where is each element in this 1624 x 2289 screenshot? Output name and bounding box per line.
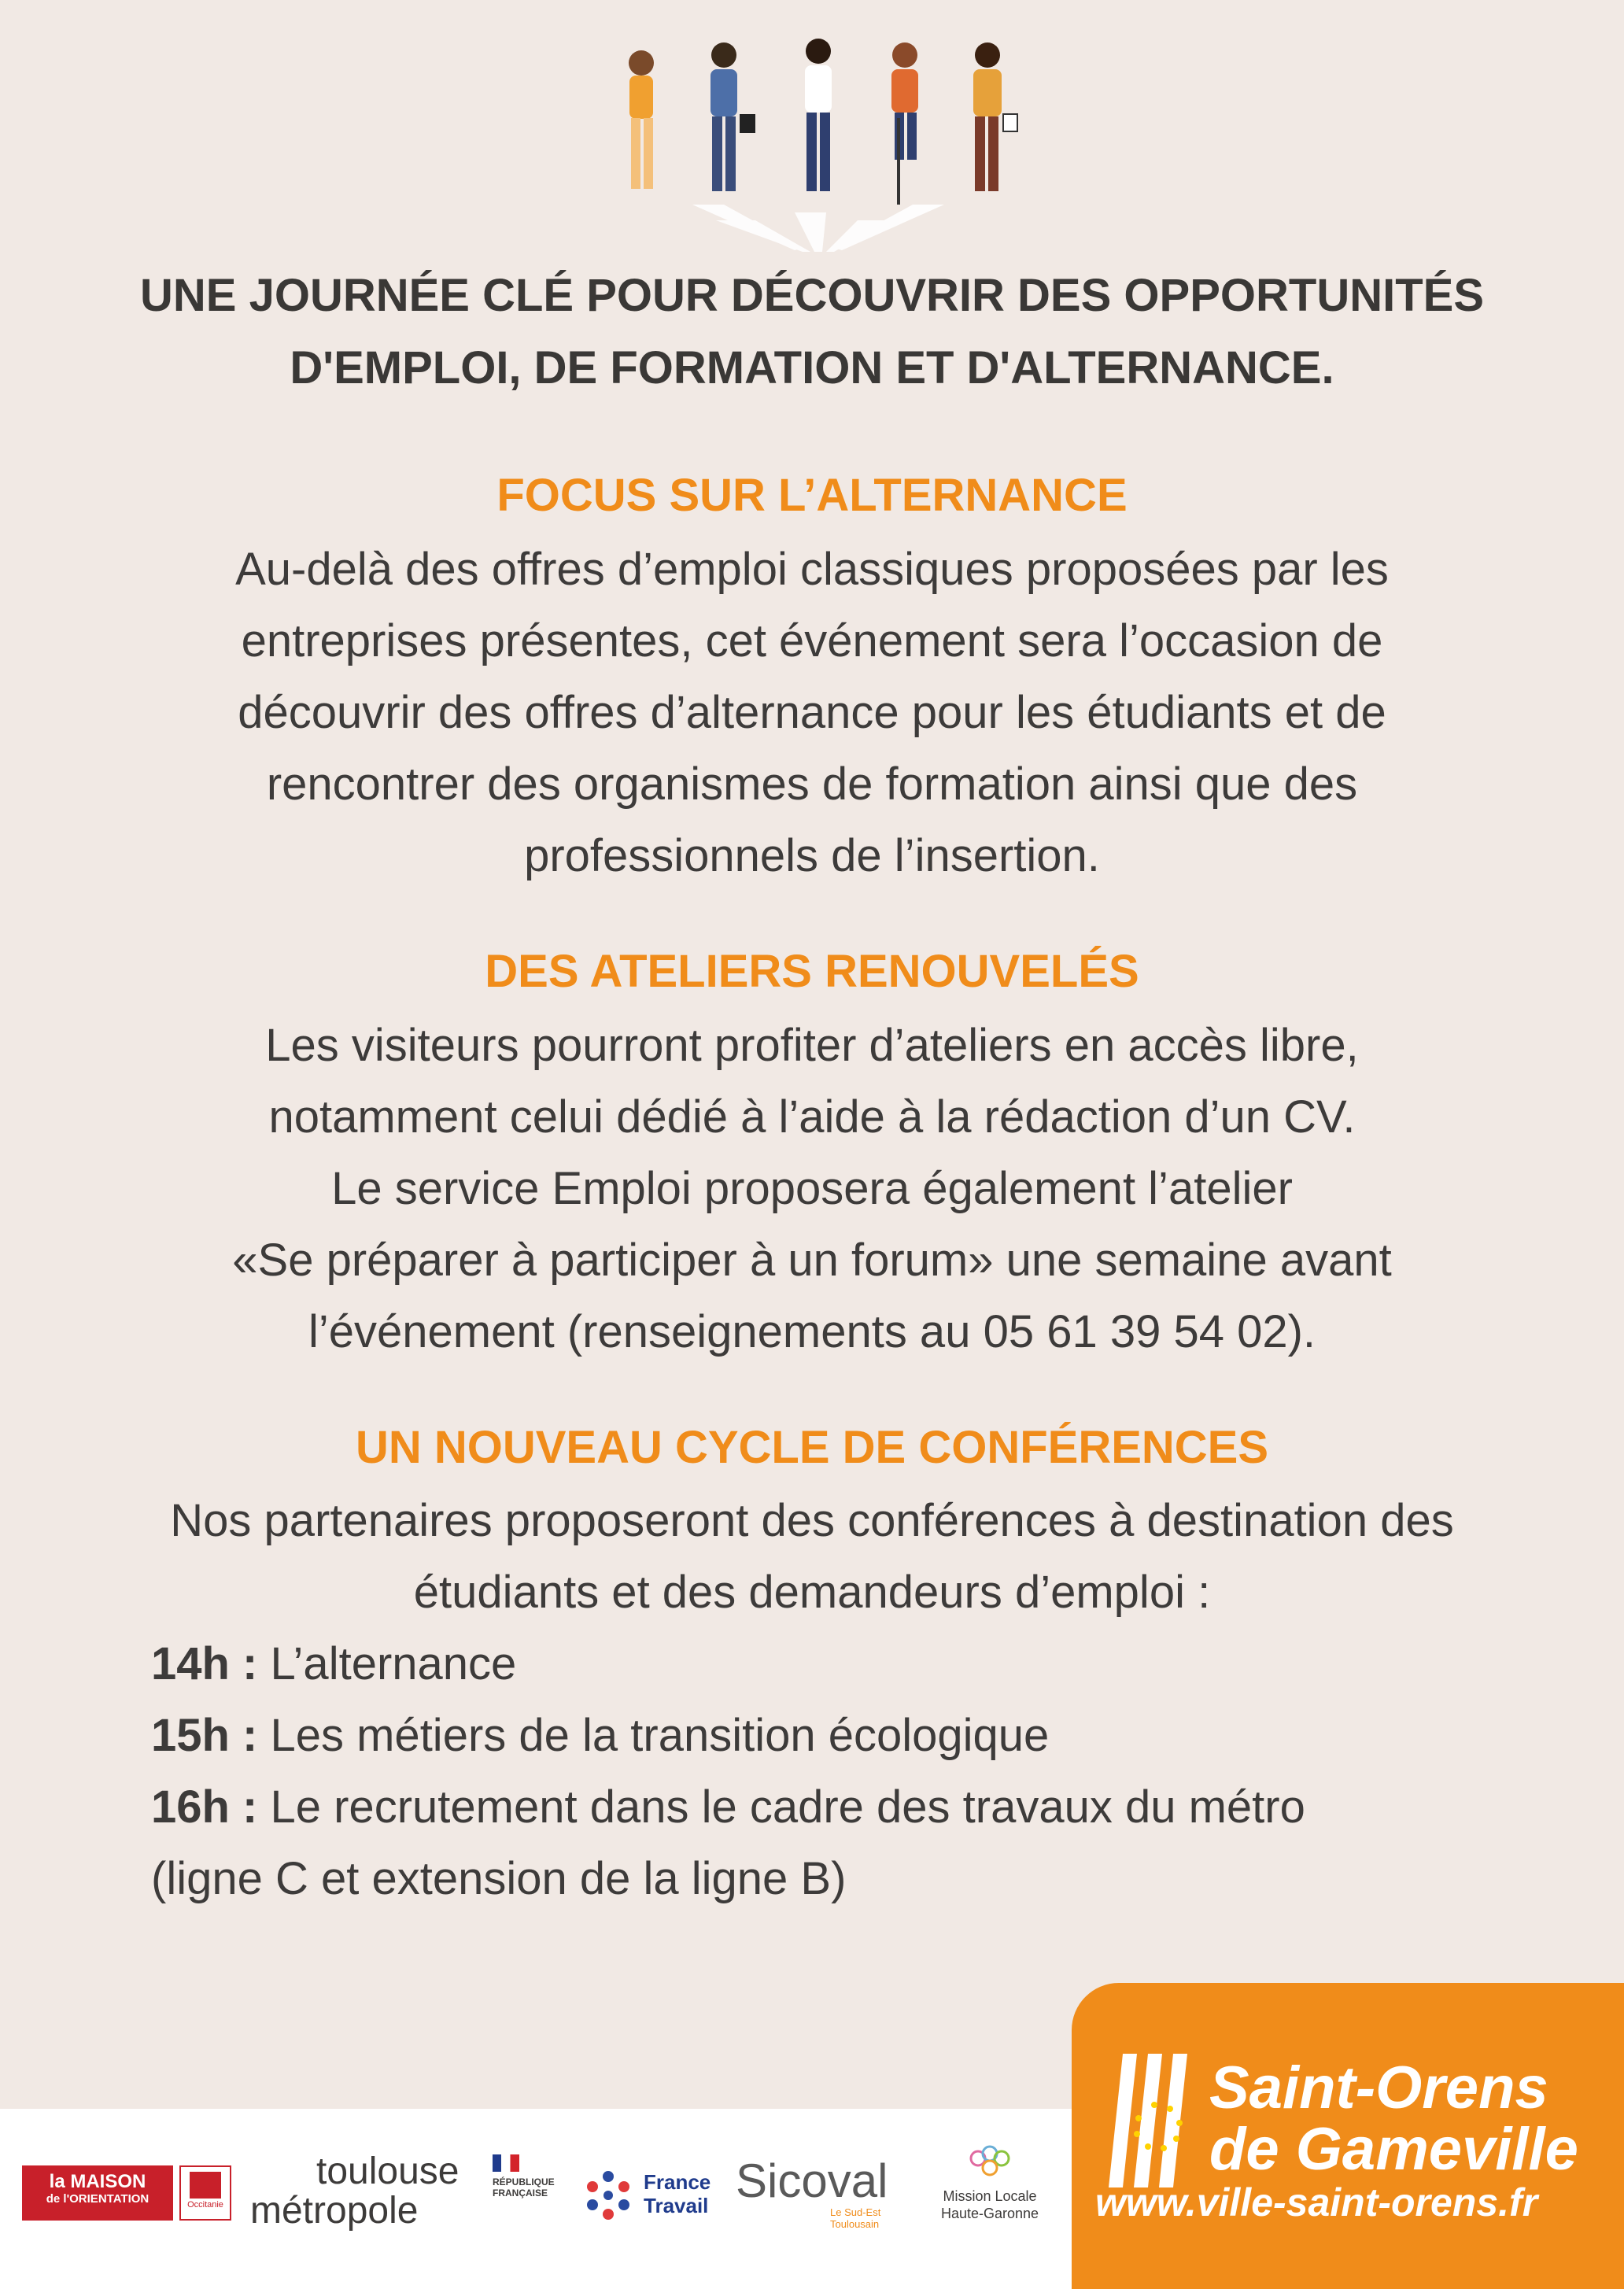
- mission-locale-logo: [927, 2144, 1053, 2254]
- person-4: [891, 42, 918, 205]
- maison-orientation-logo: [22, 2165, 173, 2221]
- person-3: [805, 39, 832, 191]
- people-illustration: [598, 24, 1039, 252]
- conferences-intro-line: Nos partenaires proposeront des conférences à destination des: [170, 1495, 1454, 1546]
- headline: [47, 260, 1577, 404]
- conferences-intro: [24, 1485, 1600, 1628]
- brand-box: [1072, 1983, 1624, 2289]
- conferences-intro-line: étudiants et des demandeurs d’emploi :: [413, 1567, 1211, 1618]
- brand-name: [1209, 2055, 1578, 2183]
- ateliers-line: «Se préparer à participer à un forum» une semaine avant: [232, 1235, 1392, 1286]
- republique-line-2: FRANÇAISE: [493, 2187, 548, 2199]
- schedule-topic: Les métiers de la transition écologique: [257, 1710, 1050, 1761]
- headline-line-1: UNE JOURNÉE CLÉ POUR DÉCOUVRIR DES OPPORTUNITÉS: [140, 270, 1484, 321]
- france-travail-logo: [581, 2165, 722, 2228]
- schedule-item: [151, 1628, 1600, 1700]
- mission-line-1: Mission Locale: [943, 2188, 1037, 2204]
- occitanie-label: Occitanie: [187, 2200, 223, 2210]
- sicoval-logo: [736, 2156, 909, 2243]
- headline-line-2: D'EMPLOI, DE FORMATION ET D'ALTERNANCE.: [290, 342, 1334, 393]
- schedule-item: [151, 1700, 1600, 1771]
- brand-name-line-1: Saint-Orens: [1209, 2055, 1548, 2121]
- person-2: [710, 42, 755, 191]
- occitanie-cross-icon: [190, 2172, 221, 2199]
- conferences-title: UN NOUVEAU CYCLE DE CONFÉRENCES: [355, 1422, 1269, 1473]
- partner-logos-bar: [0, 2109, 1086, 2289]
- france-travail-line-1: France: [644, 2170, 711, 2194]
- schedule-continuation: (ligne C et extension de la ligne B): [151, 1853, 847, 1904]
- person-5: [973, 42, 1017, 191]
- focus-line: professionnels de l’insertion.: [524, 830, 1100, 881]
- toulouse-line-2: métropole: [250, 2190, 419, 2232]
- focus-line: découvrir des offres d’alternance pour les étudiants et de: [238, 687, 1386, 738]
- mission-line-2: Haute-Garonne: [940, 2206, 1039, 2221]
- occitanie-logo: [179, 2165, 231, 2221]
- schedule-topic: Le recrutement dans le cadre des travaux du métro: [257, 1781, 1305, 1833]
- republique-line-1: RÉPUBLIQUE: [493, 2176, 555, 2187]
- france-travail-icon: [581, 2167, 636, 2222]
- schedule-item: [151, 1771, 1600, 1843]
- sicoval-sub: Le Sud-Est Toulousain: [830, 2206, 881, 2230]
- ateliers-title: DES ATELIERS RENOUVELÉS: [485, 946, 1139, 997]
- focus-title: FOCUS SUR L’ALTERNANCE: [496, 470, 1128, 521]
- focus-line: rencontrer des organismes de formation ainsi que des: [266, 759, 1358, 810]
- ateliers-line: Le service Emploi proposera également l’atelier: [331, 1163, 1293, 1214]
- toulouse-line-1: toulouse: [316, 2151, 460, 2192]
- focus-line: entreprises présentes, cet événement sera l’occasion de: [241, 615, 1383, 666]
- sicoval-name: Sicoval: [736, 2154, 888, 2207]
- brand-name-line-2: de Gameville: [1209, 2116, 1578, 2183]
- toulouse-metropole-logo: [250, 2152, 478, 2239]
- schedule-time: 15h :: [151, 1710, 258, 1761]
- maison-line-1: la MAISON: [49, 2171, 146, 2192]
- focus-line: Au-delà des offres d’emploi classiques proposées par les: [235, 544, 1389, 595]
- schedule-time: 14h :: [151, 1638, 258, 1689]
- france-travail-line-2: Travail: [644, 2194, 709, 2217]
- schedule-time: 16h :: [151, 1781, 258, 1833]
- schedule-topic: L’alternance: [257, 1638, 517, 1689]
- conference-schedule: [151, 1628, 1600, 1914]
- maison-line-2: de l'ORIENTATION: [46, 2192, 149, 2206]
- focus-paragraph: [24, 533, 1600, 892]
- mission-locale-icon: [966, 2144, 1013, 2184]
- ateliers-line: Les visiteurs pourront profiter d’ateliers en accès libre,: [265, 1020, 1359, 1071]
- brand-url-link[interactable]: www.ville-saint-orens.fr: [1095, 2180, 1538, 2224]
- saint-orens-emblem-icon: [1107, 2054, 1225, 2187]
- flag-icon: [493, 2154, 519, 2172]
- republique-francaise-logo: [493, 2154, 571, 2233]
- ateliers-line: notamment celui dédié à l’aide à la rédaction d’un CV.: [268, 1091, 1356, 1143]
- person-1: [629, 50, 654, 189]
- ateliers-line: l’événement (renseignements au 05 61 39 54 02).: [308, 1306, 1316, 1357]
- ateliers-paragraph: [24, 1010, 1600, 1368]
